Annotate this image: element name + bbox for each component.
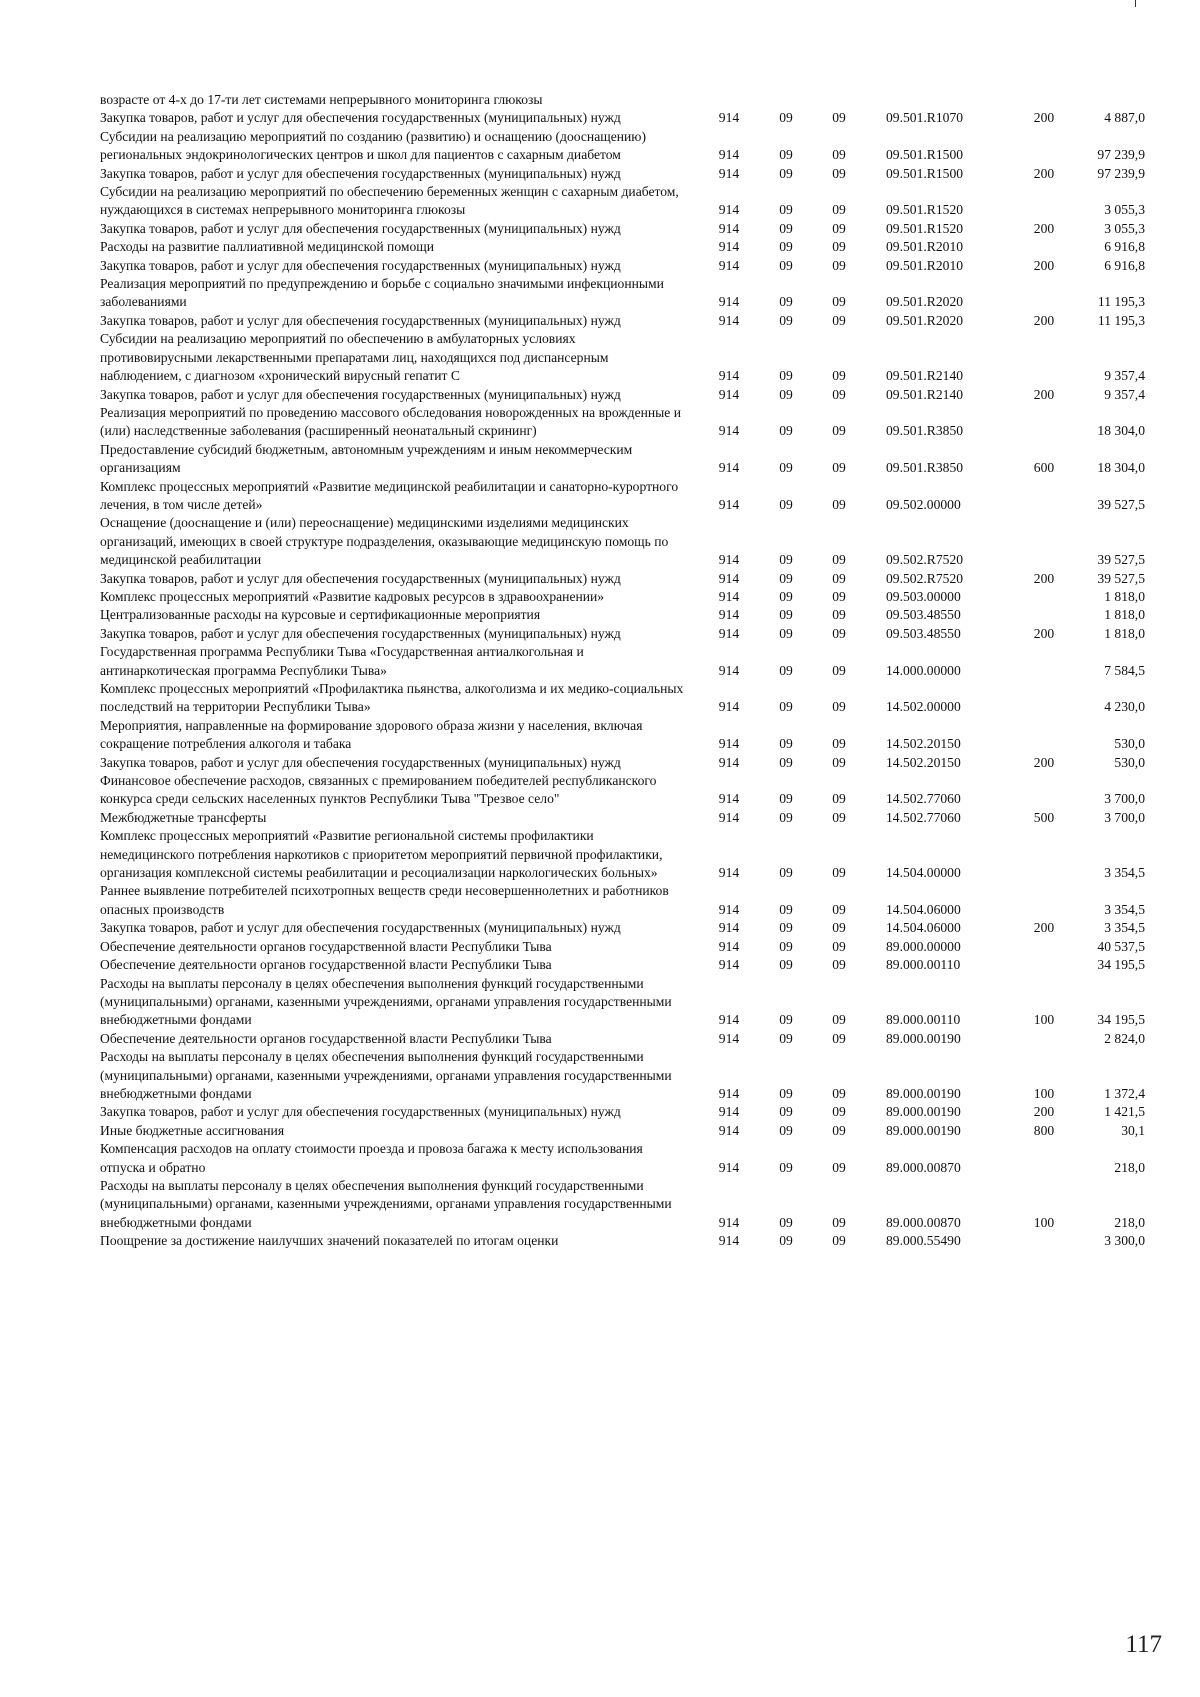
table-row (100, 312, 1145, 330)
section-code: 09 (779, 957, 793, 973)
row-name: Субсидии на реализацию мероприятий по обеспечению в амбулаторных условиях противовирусными лекарственными препаратами лиц, находящихся под диспансерным наблюдением, с диагнозом «хронический вирусный гепатит С (100, 331, 609, 384)
grbs-code: 914 (718, 312, 740, 328)
subsection-code: 09 (832, 1104, 846, 1120)
expense-type-code: 200 (1033, 312, 1055, 328)
table-row (100, 938, 1145, 956)
section-code: 09 (779, 662, 793, 678)
row-name: Централизованные расходы на курсовые и сертификационные мероприятия (100, 607, 541, 623)
amount: 6 916,8 (1104, 257, 1145, 273)
subsection-code: 09 (832, 110, 846, 126)
table-row (100, 1140, 1145, 1177)
subsection-code: 09 (832, 1122, 846, 1138)
amount: 39 527,5 (1097, 570, 1145, 586)
amount: 1 818,0 (1104, 607, 1145, 623)
row-name: Раннее выявление потребителей психотропных веществ среди несовершеннолетних и работников опасных производств (100, 883, 669, 917)
target-article-code: 89.000.00110 (886, 1012, 961, 1028)
subsection-code: 09 (832, 1085, 846, 1101)
row-name: Закупка товаров, работ и услуг для обеспечения государственных (муниципальных) нужд (100, 312, 621, 328)
grbs-code: 914 (718, 809, 740, 825)
expense-type-code: 200 (1033, 754, 1055, 770)
amount: 3 055,3 (1104, 220, 1145, 236)
subsection-code: 09 (832, 460, 846, 476)
section-code: 09 (779, 588, 793, 604)
subsection-code: 09 (832, 791, 846, 807)
table-row-continuation (100, 91, 1145, 109)
subsection-code: 09 (832, 423, 846, 439)
section-code: 09 (779, 1233, 793, 1249)
target-article-code: 09.502.R7520 (886, 552, 964, 568)
grbs-code: 914 (718, 754, 740, 770)
scan-mark (1135, 0, 1136, 7)
row-name: Мероприятия, направленные на формирование здорового образа жизни у населения, включая сокращение потребления алкоголя и табака (100, 717, 643, 752)
section-code: 09 (779, 920, 793, 936)
expense-type-code: 100 (1033, 1012, 1055, 1028)
subsection-code: 09 (832, 588, 846, 604)
grbs-code: 914 (718, 257, 740, 273)
table-row (100, 165, 1145, 183)
target-article-code: 14.504.06000 (886, 920, 961, 936)
row-name: Иные бюджетные ассигнования (100, 1122, 285, 1138)
expense-type-code: 800 (1033, 1122, 1055, 1138)
section-code: 09 (779, 570, 793, 586)
row-name: Закупка товаров, работ и услуг для обеспечения государственных (муниципальных) нужд (100, 165, 621, 181)
table-row (100, 680, 1145, 717)
subsection-code: 09 (832, 165, 846, 181)
table-row (100, 1030, 1145, 1048)
target-article-code: 89.000.00870 (886, 1159, 961, 1175)
table-row (100, 330, 1145, 385)
amount: 218,0 (1114, 1159, 1145, 1175)
row-name: Компенсация расходов на оплату стоимости проезда и провоза багажа к месту использования отпуска и обратно (100, 1141, 643, 1175)
section-code: 09 (779, 1012, 793, 1028)
grbs-code: 914 (718, 625, 740, 641)
grbs-code: 914 (718, 552, 740, 568)
table-row (100, 128, 1145, 165)
section-code: 09 (779, 1085, 793, 1101)
grbs-code: 914 (718, 736, 740, 752)
target-article-code: 09.502.00000 (886, 496, 961, 512)
section-code: 09 (779, 865, 793, 881)
expense-type-code: 100 (1033, 1214, 1055, 1230)
table-row (100, 220, 1145, 238)
table-row (100, 386, 1145, 404)
row-name: Поощрение за достижение наилучших значений показателей по итогам оценки (100, 1233, 559, 1249)
amount: 6 916,8 (1104, 239, 1145, 255)
row-name: Оснащение (дооснащение и (или) переоснащение) медицинскими изделиями медицинских организаций, имеющих в своей структуре подразделения, оказывающие медицинскую помощь по медицинской реабилитации (100, 515, 669, 568)
grbs-code: 914 (718, 920, 740, 936)
subsection-code: 09 (832, 257, 846, 273)
target-article-code: 89.000.00190 (886, 1122, 961, 1138)
section-code: 09 (779, 239, 793, 255)
target-article-code: 09.501.R1500 (886, 165, 964, 181)
target-article-code: 09.501.R2020 (886, 312, 964, 328)
table-row (100, 109, 1145, 127)
target-article-code: 09.501.R2020 (886, 294, 964, 310)
subsection-code: 09 (832, 809, 846, 825)
amount: 11 195,3 (1097, 312, 1145, 328)
grbs-code: 914 (718, 1085, 740, 1101)
amount: 9 357,4 (1104, 368, 1145, 384)
row-name: Комплекс процессных мероприятий «Развитие региональной системы профилактики немедицинского потребления наркотиков с приоритетом мероприятий первичной профилактики, организация комплексной системы реабилитации и ресоциализации наркологических больных» (100, 828, 663, 881)
row-name: Расходы на развитие паллиативной медицинской помощи (100, 239, 435, 255)
grbs-code: 914 (718, 1159, 740, 1175)
subsection-code: 09 (832, 901, 846, 917)
row-name: Государственная программа Республики Тыва «Государственная антиалкогольная и антинаркотическая программа Республики Тыва» (100, 644, 584, 678)
section-code: 09 (779, 386, 793, 402)
table-row (100, 919, 1145, 937)
subsection-code: 09 (832, 662, 846, 678)
amount: 34 195,5 (1097, 1012, 1145, 1028)
amount: 3 354,5 (1104, 920, 1145, 936)
grbs-code: 914 (718, 1233, 740, 1249)
grbs-code: 914 (718, 110, 740, 126)
section-code: 09 (779, 496, 793, 512)
amount: 97 239,9 (1097, 147, 1145, 163)
table-row (100, 956, 1145, 974)
target-article-code: 89.000.00110 (886, 957, 961, 973)
section-code: 09 (779, 294, 793, 310)
target-article-code: 09.503.00000 (886, 588, 961, 604)
amount: 3 354,5 (1104, 865, 1145, 881)
row-name: Закупка товаров, работ и услуг для обеспечения государственных (муниципальных) нужд (100, 920, 621, 936)
row-name: Закупка товаров, работ и услуг для обеспечения государственных (муниципальных) нужд (100, 1104, 621, 1120)
section-code: 09 (779, 901, 793, 917)
expense-type-code: 200 (1033, 220, 1055, 236)
grbs-code: 914 (718, 662, 740, 678)
table-row (100, 717, 1145, 754)
amount: 530,0 (1114, 736, 1145, 752)
grbs-code: 914 (718, 570, 740, 586)
subsection-code: 09 (832, 1012, 846, 1028)
table-row (100, 588, 1145, 606)
grbs-code: 914 (718, 496, 740, 512)
grbs-code: 914 (718, 791, 740, 807)
section-code: 09 (779, 165, 793, 181)
amount: 1 818,0 (1104, 588, 1145, 604)
amount: 2 824,0 (1104, 1030, 1145, 1046)
target-article-code: 09.501.R1520 (886, 220, 964, 236)
section-code: 09 (779, 699, 793, 715)
subsection-code: 09 (832, 938, 846, 954)
target-article-code: 89.000.00870 (886, 1214, 961, 1230)
amount: 3 700,0 (1104, 809, 1145, 825)
row-name: Расходы на выплаты персоналу в целях обеспечения выполнения функций государственными (муниципальными) органами, казенными учреждениями, органами управления государственными внебюджетными фондами (100, 1049, 672, 1101)
row-name: Закупка товаров, работ и услуг для обеспечения государственных (муниципальных) нужд (100, 754, 621, 770)
target-article-code: 09.502.R7520 (886, 570, 964, 586)
target-article-code: 09.501.R2140 (886, 386, 964, 402)
target-article-code: 89.000.00190 (886, 1030, 961, 1046)
section-code: 09 (779, 202, 793, 218)
grbs-code: 914 (718, 294, 740, 310)
target-article-code: 89.000.00190 (886, 1085, 961, 1101)
section-code: 09 (779, 460, 793, 476)
amount: 39 527,5 (1097, 496, 1145, 512)
amount: 4 230,0 (1104, 699, 1145, 715)
section-code: 09 (779, 809, 793, 825)
grbs-code: 914 (718, 1104, 740, 1120)
target-article-code: 09.503.48550 (886, 607, 961, 623)
grbs-code: 914 (718, 1122, 740, 1138)
amount: 40 537,5 (1097, 938, 1145, 954)
row-name: Обеспечение деятельности органов государственной власти Республики Тыва (100, 957, 552, 973)
table-row (100, 238, 1145, 256)
amount: 30,1 (1121, 1122, 1145, 1138)
row-name: Финансовое обеспечение расходов, связанных с премированием победителей республиканского конкурса среди сельских населенных пунктов Республики Тыва "Трезвое село" (100, 773, 657, 807)
target-article-code: 14.502.77060 (886, 809, 961, 825)
amount: 3 700,0 (1104, 791, 1145, 807)
row-name: возрасте от 4-х до 17-ти лет системами непрерывного мониторинга глюкозы (100, 92, 543, 107)
table-row (100, 975, 1145, 1030)
amount: 1 372,4 (1104, 1085, 1145, 1101)
section-code: 09 (779, 1159, 793, 1175)
amount: 1 818,0 (1104, 625, 1145, 641)
row-name: Закупка товаров, работ и услуг для обеспечения государственных (муниципальных) нужд (100, 386, 621, 402)
row-name: Закупка товаров, работ и услуг для обеспечения государственных (муниципальных) нужд (100, 570, 621, 586)
subsection-code: 09 (832, 625, 846, 641)
grbs-code: 914 (718, 423, 740, 439)
subsection-code: 09 (832, 386, 846, 402)
target-article-code: 09.501.R1070 (886, 110, 964, 126)
amount: 18 304,0 (1097, 423, 1145, 439)
subsection-code: 09 (832, 202, 846, 218)
subsection-code: 09 (832, 220, 846, 236)
target-article-code: 89.000.55490 (886, 1233, 961, 1249)
page-number: 117 (1125, 1631, 1162, 1658)
subsection-code: 09 (832, 699, 846, 715)
row-name: Субсидии на реализацию мероприятий по обеспечению беременных женщин с сахарным диабетом, нуждающихся в системах непрерывного мониторинга глюкозы (100, 184, 679, 218)
target-article-code: 14.000.00000 (886, 662, 961, 678)
section-code: 09 (779, 754, 793, 770)
section-code: 09 (779, 110, 793, 126)
amount: 3 055,3 (1104, 202, 1145, 218)
table-row (100, 772, 1145, 809)
target-article-code: 09.501.R3850 (886, 460, 964, 476)
section-code: 09 (779, 938, 793, 954)
grbs-code: 914 (718, 386, 740, 402)
section-code: 09 (779, 607, 793, 623)
grbs-code: 914 (718, 220, 740, 236)
amount: 18 304,0 (1097, 460, 1145, 476)
section-code: 09 (779, 220, 793, 236)
subsection-code: 09 (832, 1030, 846, 1046)
grbs-code: 914 (718, 901, 740, 917)
section-code: 09 (779, 625, 793, 641)
subsection-code: 09 (832, 570, 846, 586)
row-name: Субсидии на реализацию мероприятий по созданию (развитию) и оснащению (дооснащению) региональных эндокринологических центров и школ для пациентов с сахарным диабетом (100, 128, 646, 163)
amount: 34 195,5 (1097, 957, 1145, 973)
section-code: 09 (779, 1030, 793, 1046)
table-row (100, 625, 1145, 643)
target-article-code: 09.501.R2010 (886, 239, 964, 255)
row-name: Предоставление субсидий бюджетным, автономным учреждениям и иным некоммерческим организациям (100, 441, 633, 476)
row-name: Обеспечение деятельности органов государственной власти Республики Тыва (100, 938, 552, 954)
section-code: 09 (779, 1122, 793, 1138)
table-row (100, 478, 1145, 515)
target-article-code: 09.501.R2140 (886, 368, 964, 384)
grbs-code: 914 (718, 239, 740, 255)
subsection-code: 09 (832, 147, 846, 163)
amount: 218,0 (1114, 1214, 1145, 1230)
amount: 3 300,0 (1104, 1233, 1145, 1249)
grbs-code: 914 (718, 588, 740, 604)
target-article-code: 14.504.00000 (886, 865, 961, 881)
expense-type-code: 200 (1033, 165, 1055, 181)
row-name: Реализация мероприятий по проведению массового обследования новорожденных на врожденные и (или) наследственные заболевания (расширенный неонатальный скрининг) (100, 404, 682, 439)
expense-type-code: 200 (1033, 1104, 1055, 1120)
row-name: Расходы на выплаты персоналу в целях обеспечения выполнения функций государственными (муниципальными) органами, казенными учреждениями, органами управления государственными внебюджетными фондами (100, 975, 672, 1028)
table-row (100, 1177, 1145, 1232)
expense-type-code: 200 (1033, 386, 1055, 402)
table-row (100, 809, 1145, 827)
amount: 9 357,4 (1104, 386, 1145, 402)
subsection-code: 09 (832, 496, 846, 512)
target-article-code: 14.502.77060 (886, 791, 961, 807)
table-row (100, 404, 1145, 441)
subsection-code: 09 (832, 1214, 846, 1230)
table-row (100, 1232, 1145, 1250)
section-code: 09 (779, 1214, 793, 1230)
target-article-code: 14.502.20150 (886, 754, 961, 770)
row-name: Закупка товаров, работ и услуг для обеспечения государственных (муниципальных) нужд (100, 257, 621, 273)
amount: 11 195,3 (1097, 294, 1145, 310)
amount: 530,0 (1114, 754, 1145, 770)
expense-type-code: 600 (1033, 460, 1055, 476)
subsection-code: 09 (832, 607, 846, 623)
target-article-code: 14.502.20150 (886, 736, 961, 752)
row-name: Закупка товаров, работ и услуг для обеспечения государственных (муниципальных) нужд (100, 110, 621, 126)
grbs-code: 914 (718, 368, 740, 384)
amount: 3 354,5 (1104, 901, 1145, 917)
expense-type-code: 200 (1033, 625, 1055, 641)
grbs-code: 914 (718, 147, 740, 163)
table-row (100, 827, 1145, 882)
subsection-code: 09 (832, 312, 846, 328)
amount: 39 527,5 (1097, 552, 1145, 568)
subsection-code: 09 (832, 920, 846, 936)
amount: 97 239,9 (1097, 165, 1145, 181)
amount: 4 887,0 (1104, 110, 1145, 126)
subsection-code: 09 (832, 957, 846, 973)
expense-type-code: 200 (1033, 257, 1055, 273)
budget-table (100, 91, 1145, 1251)
table-row (100, 1048, 1145, 1103)
section-code: 09 (779, 312, 793, 328)
row-name: Закупка товаров, работ и услуг для обеспечения государственных (муниципальных) нужд (100, 625, 621, 641)
subsection-code: 09 (832, 1159, 846, 1175)
grbs-code: 914 (718, 165, 740, 181)
row-name: Комплекс процессных мероприятий «Профилактика пьянства, алкоголизма и их медико-социальных последствий на территории Республики Тыва» (100, 681, 684, 715)
target-article-code: 14.502.00000 (886, 699, 961, 715)
target-article-code: 09.501.R2010 (886, 257, 964, 273)
table-row (100, 570, 1145, 588)
target-article-code: 09.501.R1520 (886, 202, 964, 218)
expense-type-code: 100 (1033, 1085, 1055, 1101)
target-article-code: 89.000.00000 (886, 938, 961, 954)
target-article-code: 09.503.48550 (886, 625, 961, 641)
section-code: 09 (779, 791, 793, 807)
amount: 7 584,5 (1104, 662, 1145, 678)
subsection-code: 09 (832, 294, 846, 310)
grbs-code: 914 (718, 938, 740, 954)
subsection-code: 09 (832, 552, 846, 568)
expense-type-code: 200 (1033, 920, 1055, 936)
row-name: Обеспечение деятельности органов государственной власти Республики Тыва (100, 1030, 552, 1046)
grbs-code: 914 (718, 865, 740, 881)
subsection-code: 09 (832, 754, 846, 770)
target-article-code: 14.504.06000 (886, 901, 961, 917)
table-row (100, 1103, 1145, 1121)
table-row (100, 643, 1145, 680)
table-row (100, 441, 1145, 478)
row-name: Реализация мероприятий по предупреждению и борьбе с социально значимыми инфекционными заболеваниями (100, 276, 664, 310)
subsection-code: 09 (832, 1233, 846, 1249)
table-row (100, 257, 1145, 275)
section-code: 09 (779, 147, 793, 163)
grbs-code: 914 (718, 607, 740, 623)
section-code: 09 (779, 736, 793, 752)
table-row (100, 275, 1145, 312)
table-row (100, 606, 1145, 624)
row-name: Межбюджетные трансферты (100, 809, 267, 825)
row-name: Расходы на выплаты персоналу в целях обеспечения выполнения функций государственными (муниципальными) органами, казенными учреждениями, органами управления государственными внебюджетными фондами (100, 1177, 672, 1230)
section-code: 09 (779, 1104, 793, 1120)
expense-type-code: 200 (1033, 570, 1055, 586)
table-row (100, 754, 1145, 772)
section-code: 09 (779, 552, 793, 568)
row-name: Комплекс процессных мероприятий «Развитие кадровых ресурсов в здравоохранении» (100, 588, 605, 604)
expense-type-code: 500 (1033, 809, 1055, 825)
subsection-code: 09 (832, 865, 846, 881)
grbs-code: 914 (718, 1030, 740, 1046)
table-row (100, 183, 1145, 220)
grbs-code: 914 (718, 1012, 740, 1028)
target-article-code: 09.501.R3850 (886, 423, 964, 439)
subsection-code: 09 (832, 239, 846, 255)
row-name: Закупка товаров, работ и услуг для обеспечения государственных (муниципальных) нужд (100, 220, 621, 236)
expense-type-code: 200 (1033, 110, 1055, 126)
section-code: 09 (779, 257, 793, 273)
grbs-code: 914 (718, 699, 740, 715)
subsection-code: 09 (832, 736, 846, 752)
amount: 1 421,5 (1104, 1104, 1145, 1120)
row-name: Комплекс процессных мероприятий «Развитие медицинской реабилитации и санаторно-курортного лечения, в том числе детей» (100, 478, 679, 512)
table-row (100, 1122, 1145, 1140)
table-row (100, 882, 1145, 919)
section-code: 09 (779, 368, 793, 384)
target-article-code: 09.501.R1500 (886, 147, 964, 163)
grbs-code: 914 (718, 460, 740, 476)
grbs-code: 914 (718, 1214, 740, 1230)
subsection-code: 09 (832, 368, 846, 384)
section-code: 09 (779, 423, 793, 439)
grbs-code: 914 (718, 202, 740, 218)
target-article-code: 89.000.00190 (886, 1104, 961, 1120)
table-row (100, 514, 1145, 569)
grbs-code: 914 (718, 957, 740, 973)
